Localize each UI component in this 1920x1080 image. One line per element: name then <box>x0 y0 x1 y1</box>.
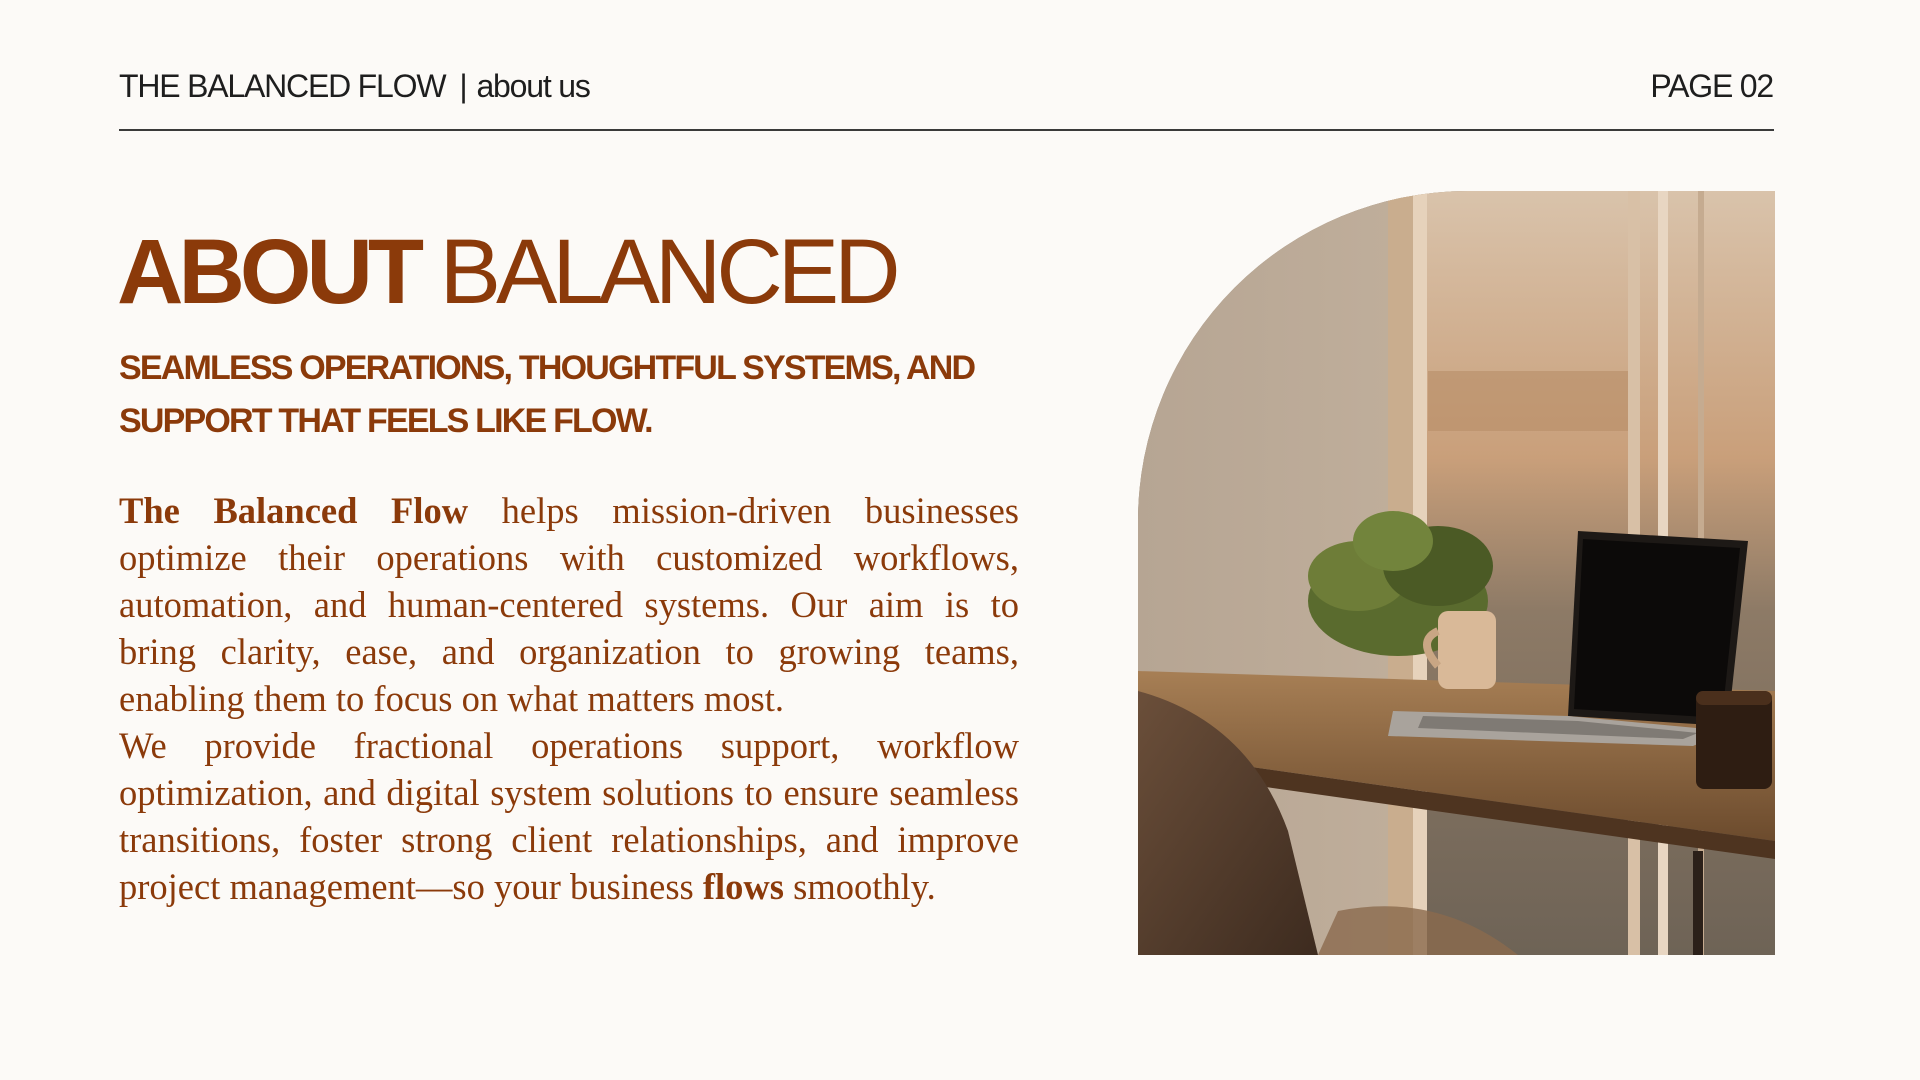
paragraph-1-text: helps mission-driven businesses optimize their operations with customized workflows, automation, and human-centered systems. Our aim is to bring clarity, ease, and organization to growing teams, enabling them to focus on what matters most. <box>119 490 1019 719</box>
subtitle-line-1: SEAMLESS OPERATIONS, THOUGHTFUL SYSTEMS, AND <box>119 349 975 387</box>
flows-bold: flows <box>702 866 784 907</box>
header-separator: | <box>459 68 467 104</box>
header-divider <box>119 129 1774 131</box>
page-title <box>117 222 896 322</box>
section-name: about us <box>476 68 590 104</box>
dark-cup <box>1696 691 1772 789</box>
paragraph-1 <box>119 487 1019 722</box>
subtitle-line-2: SUPPORT THAT FEELS LIKE FLOW. <box>119 402 652 440</box>
subtitle <box>119 342 1019 448</box>
page-number: PAGE 02 <box>1650 68 1773 104</box>
title-light: BALANCED <box>439 221 896 323</box>
paragraph-2 <box>119 722 1019 910</box>
title-bold: ABOUT <box>117 221 420 323</box>
body-text <box>119 487 1019 910</box>
brand-name: THE BALANCED FLOW <box>119 68 446 104</box>
paragraph-2-text: We provide fractional operations support, workflow optimization, and digital system solutions to ensure seamless transitions, foster strong client relationships, and improve project management—so your business <box>119 725 1019 907</box>
paragraph-2-end: smoothly. <box>784 866 936 907</box>
workspace-illustration <box>1138 191 1775 955</box>
company-name-bold: The Balanced Flow <box>119 490 469 531</box>
header-brand <box>119 66 590 106</box>
workspace-photo <box>1138 191 1775 955</box>
